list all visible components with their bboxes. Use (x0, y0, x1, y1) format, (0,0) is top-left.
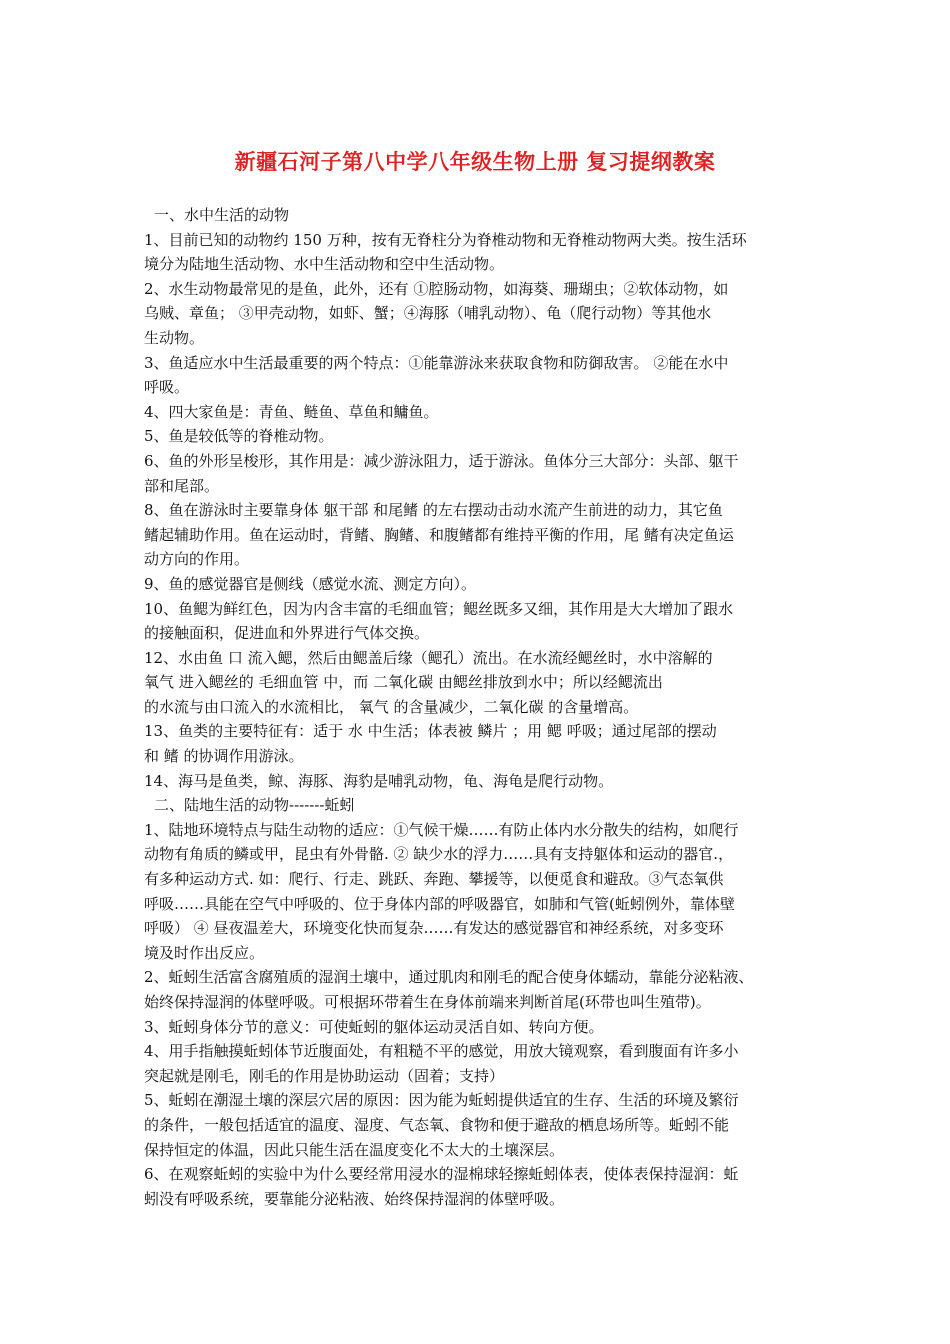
text-line: 4、用手指触摸蚯蚓体节近腹面处，有粗糙不平的感觉，用放大镜观察，看到腹面有许多小 (144, 1042, 739, 1061)
document-title: 新疆石河子第八中学八年级生物上册 复习提纲教案 (234, 150, 716, 174)
text-line: 突起就是刚毛，刚毛的作用是协助运动（固着；支持） (144, 1066, 505, 1085)
text-line: 乌贼、章鱼； ③甲壳动物，如虾、蟹；④海豚（哺乳动物）、龟（爬行动物）等其他水 (144, 304, 712, 323)
text-line: 保持恒定的体温，因此只能生活在温度变化不太大的土壤深层。 (144, 1140, 565, 1159)
text-line: 呼吸……具能在空气中呼吸的、位于身体内部的呼吸器官，如肺和气管(蚯蚓例外，靠体壁 (144, 894, 735, 913)
text-line: 12、水由鱼 口 流入鳃，然后由鳃盖后缘（鳃孔）流出。在水流经鳃丝时，水中溶解的 (144, 648, 713, 667)
text-line: 鳍起辅助作用。鱼在运动时，背鳍、胸鳍、和腹鳍都有维持平衡的作用，尾 鳍有决定鱼运 (144, 525, 734, 544)
text-line: 1、目前已知的动物约 150 万种，按有无脊柱分为脊椎动物和无脊椎动物两大类。按生活环 (144, 230, 747, 249)
text-line: 的水流与由口流入的水流相比， 氧气 的含量减少，二氧化碳 的含量增高。 (144, 697, 639, 716)
text-line: 氧气 进入鳃丝的 毛细血管 中，而 二氧化碳 由鳃丝排放到水中；所以经鳃流出 (144, 673, 663, 692)
text-line: 2、蚯蚓生活富含腐殖质的湿润土壤中，通过肌肉和刚毛的配合使身体蠕动，靠能分泌粘液、 (144, 968, 754, 987)
text-line: 境分为陆地生活动物、水中生活动物和空中生活动物。 (144, 255, 505, 274)
text-line: 呼吸） ④ 昼夜温差大，环境变化快而复杂……有发达的感觉器官和神经系统，对多变环 (144, 919, 724, 938)
text-line: 6、在观察蚯蚓的实验中为什么要经常用浸水的湿棉球轻擦蚯蚓体表，使体表保持湿润：蚯 (144, 1165, 739, 1184)
text-line: 3、鱼适应水中生活最重要的两个特点：①能靠游泳来获取食物和防御敌害。 ②能在水中 (144, 353, 729, 372)
text-line: 的接触面积，促进血和外界进行气体交换。 (144, 624, 430, 643)
text-line: 生动物。 (144, 328, 205, 347)
text-line: 13、鱼类的主要特征有：适于 水 中生活；体表被 鳞片 ；用 鳃 呼吸；通过尾部的摆动 (144, 722, 717, 741)
text-line: 9、鱼的感觉器官是侧线（感觉水流、测定方向）。 (144, 574, 477, 593)
text-line: 有多种运动方式. 如：爬行、行走、跳跃、奔跑、攀援等，以便觅食和避敌。③气态氧供 (144, 870, 724, 889)
text-line: 5、鱼是较低等的脊椎动物。 (144, 427, 334, 446)
text-line: 8、鱼在游泳时主要靠身体 躯干部 和尾鳍 的左右摆动击动水流产生前进的动力，其它鱼 (144, 501, 723, 520)
text-line: 10、鱼鳃为鲜红色，因为内含丰富的毛细血管；鳃丝既多又细，其作用是大大增加了跟水 (144, 599, 734, 618)
text-line: 部和尾部。 (144, 476, 220, 495)
text-line: 境及时作出反应。 (144, 943, 265, 962)
section-heading: 一、水中生活的动物 (154, 206, 290, 224)
text-line: 14、海马是鱼类，鲸、海豚、海豹是哺乳动物，龟、海龟是爬行动物。 (144, 771, 614, 790)
text-line: 5、蚯蚓在潮湿土壤的深层穴居的原因：因为能为蚯蚓提供适宜的生存、生活的环境及繁衍 (144, 1091, 739, 1110)
text-line: 蚓没有呼吸系统，要靠能分泌粘液、始终保持湿润的体壁呼吸。 (144, 1189, 565, 1208)
text-line: 3、蚯蚓身体分节的意义：可使蚯蚓的躯体运动灵活自如、转向方便。 (144, 1017, 604, 1036)
text-line: 和 鳍 的协调作用游泳。 (144, 747, 304, 766)
text-line: 2、水生动物最常见的是鱼，此外，还有 ①腔肠动物，如海葵、珊瑚虫；②软体动物，如 (144, 279, 729, 298)
text-line: 动物有角质的鳞或甲，昆虫有外骨骼. ② 缺少水的浮力……具有支持躯体和运动的器官.， (144, 845, 734, 864)
document-body (144, 203, 809, 1211)
text-line: 1、陆地环境特点与陆生动物的适应：①气候干燥……有防止体内水分散失的结构，如爬行 (144, 820, 739, 839)
text-line: 4、四大家鱼是：青鱼、鲢鱼、草鱼和鳙鱼。 (144, 402, 439, 421)
text-line: 始终保持湿润的体壁呼吸。可根据环带着生在身体前端来判断首尾(环带也叫生殖带)。 (144, 993, 711, 1011)
text-line: 的条件，一般包括适宜的温度、湿度、气态氧、食物和便于避敌的栖息场所等。蚯蚓不能 (144, 1115, 730, 1134)
text-line: 6、鱼的外形呈梭形，其作用是：减少游泳阻力，适于游泳。鱼体分三大部分：头部、躯干 (144, 451, 739, 470)
text-line: 动方向的作用。 (144, 550, 250, 569)
section-heading: 二、陆地生活的动物-------蚯蚓 (154, 796, 355, 815)
text-line: 呼吸。 (144, 378, 190, 397)
